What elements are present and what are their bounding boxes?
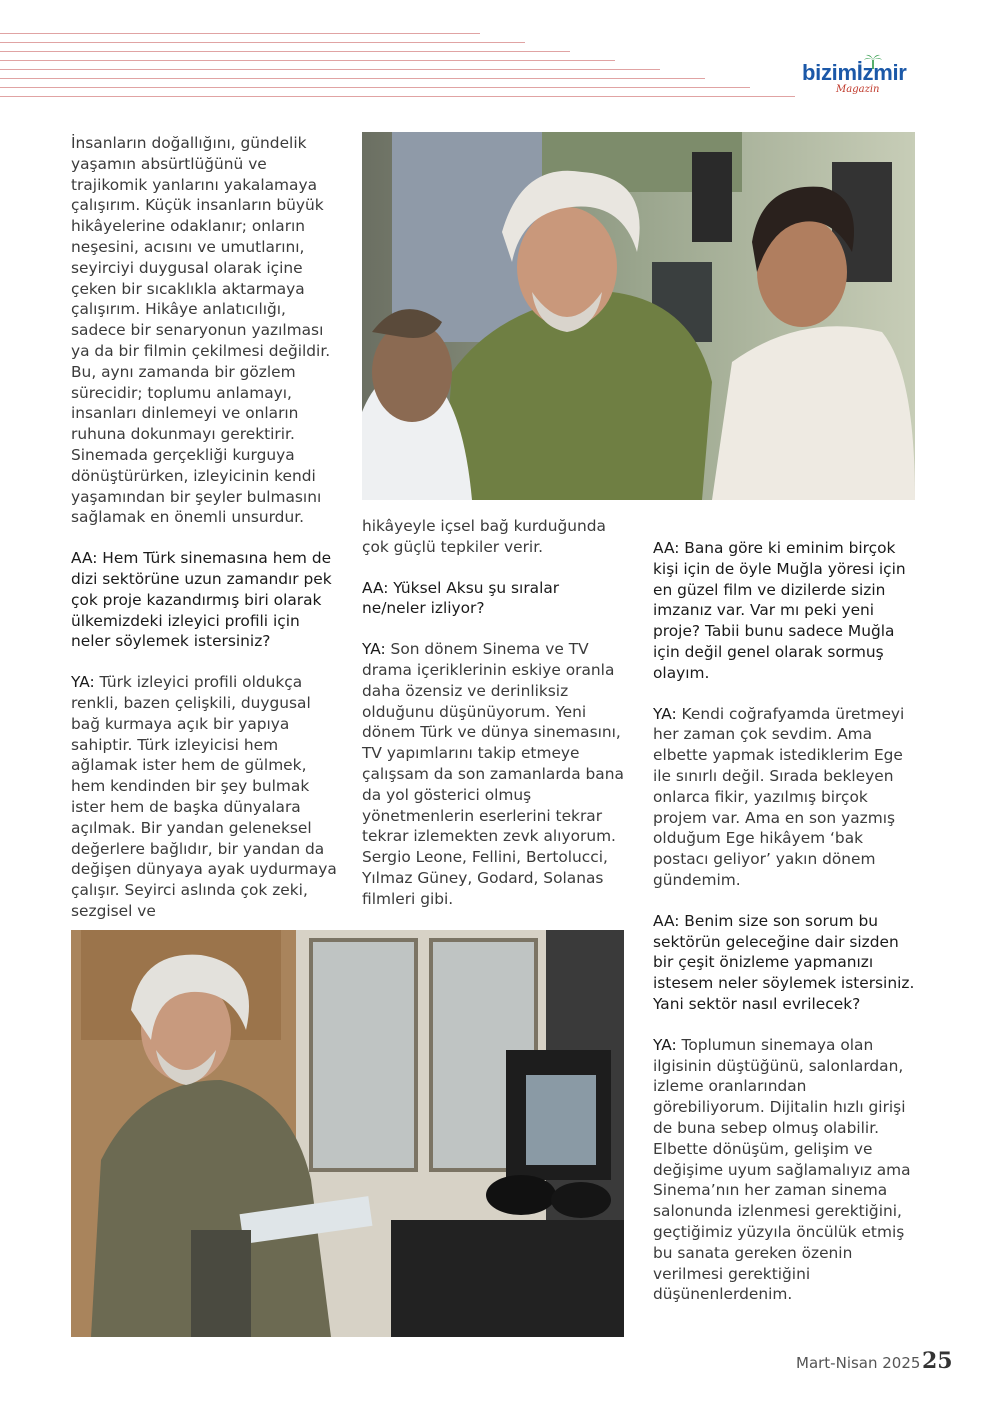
answer-sector-future <box>653 1035 918 1305</box>
answer-new-project <box>653 704 918 891</box>
answer-label: YA: <box>653 704 677 723</box>
page-number: 25 <box>922 1348 953 1374</box>
header-stripe <box>0 78 705 79</box>
text-column-1 <box>71 133 343 942</box>
header-stripe <box>0 51 570 52</box>
header-stripe <box>0 42 525 43</box>
photo-director-on-set <box>362 132 915 500</box>
logo-subtitle: Magazin <box>836 84 880 95</box>
text-column-3 <box>653 538 918 1325</box>
question-new-project: AA: Bana göre ki eminim birçok kişi için de öyle Muğla yöresi için en güzel film ve dizilerde sizin imzanız var. Var mı peki yeni proje? Tabii bunu sadece Muğla için değil genel olarak sormuş olayım. <box>653 539 906 682</box>
question-sector-future: AA: Benim size son sorum bu sektörün geleceğine dair sizden bir çeşit önizleme yapmanızı istesem neler söylemek istersiniz. Yani sektör nasıl evrilecek? <box>653 911 915 1013</box>
header-stripe <box>0 69 660 70</box>
issue-date: Mart-Nisan 2025 <box>796 1354 921 1372</box>
continuation-paragraph: hikâyeyle içsel bağ kurduğunda çok güçlü tepkiler verir. <box>362 517 606 556</box>
header-stripe <box>0 87 750 88</box>
answer-text: Toplumun sinemaya olan ilgisinin düştüğünü, salonlardan, izleme oranlarından görebiliyorum. Dijitalin hızlı girişi de buna sebep olmuş olabilir. Elbette dönüşüm, gelişim ve değişime uyum sağlamalıyız ama Sinema’nın her zaman sinema salonunda izlenmesi gerektiğini, geçtiğimiz yüzyıla öncülük etmiş bu sanata gereken özenin verilmesi gerektiğini düşünenlerdenim. <box>653 1035 911 1304</box>
answer-viewer-profile <box>71 672 343 922</box>
answer-text: Türk izleyici profili oldukça renkli, bazen çelişkili, duygusal bağ kurmaya açık bir yapıya sahiptir. Türk izleyicisi hem ağlamak ister hem de gülmek, hem kendinden bir şey bulmak ister hem de başka dünyalara açılmak. Bir yandan geleneksel değerlere bağlıdır, bir yandan da değişen dünyaya ayak uydurmaya çalışır. Seyirci aslında çok zeki, sezgisel ve <box>71 673 337 920</box>
header-stripe <box>0 96 795 97</box>
answer-text: Son dönem Sinema ve TV drama içeriklerinin eskiye oranla daha özensiz ve derinliksiz olduğunu düşünüyorum. Yeni dönem Türk ve dünya sinemasını, TV yapımlarını takip etmeye çalışsam da son zamanlarda bana da yol gösterici olmuş yönetmenlerin eserlerini tekrar tekrar izlemekten zevk alıyorum. Sergio Leone, Fellini, Bertolucci, Yılmaz Güney, Godard, Solanas filmleri gibi. <box>362 640 624 908</box>
intro-paragraph: İnsanların doğallığını, gündelik yaşamın absürtlüğünü ve trajikomik yanlarını yakalamaya çalışırım. Küçük insanların büyük hikâyelerine odaklanır; onların neşesini, acısını ve umutlarını, seyirciyi duygusal olarak içine çeken bir sıcaklıkla aktarmaya çalışırım. Hikâye anlatıcılığı, sadece bir senaryonun yazılması ya da bir filmin çekilmesi değildir. Bu, aynı zamanda bir gözlem sürecidir; toplumu anlamayı, insanları dinlemeyi ve onların ruhuna dokunmayı gerektirir. Sinemada gerçekliği kurguya dönüştürürken, izleyicinin kendi yaşamından bir şeyler bulmasını sağlamak en önemli unsurdur. <box>71 134 331 527</box>
text-column-2 <box>362 516 624 930</box>
answer-label: YA: <box>653 1035 677 1054</box>
answer-label: YA: <box>71 673 95 692</box>
header-stripe <box>0 60 615 61</box>
palm-tree-icon <box>864 54 882 70</box>
header-stripe <box>0 33 480 34</box>
answer-watching <box>362 639 624 909</box>
photo-director-seated <box>71 930 624 1337</box>
magazine-logo <box>802 60 922 100</box>
answer-text: Kendi coğrafyamda üretmeyi her zaman çok sevdim. Ama elbette yapmak istediklerim Ege ile sınırlı değil. Sırada bekleyen onlarca fikir, yazılmış birçok projem var. Ama en son yazmış olduğum Ege hikâyem ‘bak postacı geliyor’ yakın dönem gündemim. <box>653 704 905 889</box>
logo-wordmark: bizimİzmir <box>802 60 907 85</box>
answer-label: YA: <box>362 640 386 659</box>
question-watching: AA: Yüksel Aksu şu sıralar ne/neler izliyor? <box>362 578 560 618</box>
question-viewer-profile: AA: Hem Türk sinemasına hem de dizi sektörüne uzun zamandır pek çok proje kazandırmış biri olarak ülkemizdeki izleyici profili için neler söylemek istersiniz? <box>71 549 332 651</box>
